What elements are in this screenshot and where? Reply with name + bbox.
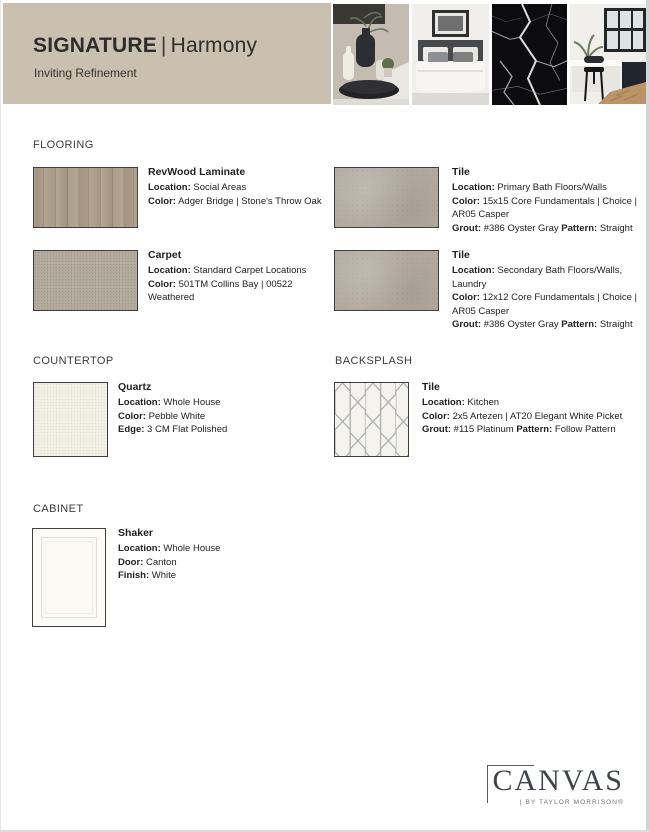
item-title: Tile [422,381,440,393]
item-title: Tile [452,249,470,261]
gray-tile-swatch [334,167,439,228]
logo-byline: | BY TAYLOR MORRISON® [519,799,624,806]
kitchen-bar-photo [570,4,646,104]
spec-item-tile-secondary-bath [334,250,637,332]
section-heading-cabinet: CABINET [33,503,84,515]
shaker-panel-inner [45,541,93,614]
canvas-logo [486,762,624,806]
logo-corner-bracket [487,765,534,803]
title-separator: | [160,34,167,57]
section-heading-countertop: COUNTERTOP [33,355,114,367]
spec-item-revwood-laminate [33,167,322,228]
item-specs: Location: Standard Carpet Locations Color: 501TM Collins Bay | 00522 Weathered [148,265,307,303]
page-title [33,34,257,58]
quartz-swatch [33,382,108,457]
brand-name: SIGNATURE [33,34,157,57]
item-specs: Location: Whole House Door: Canton Finish: White [118,543,221,581]
item-specs: Location: Whole House Color: Pebble White Edge: 3 CM Flat Polished [118,397,228,435]
spec-item-quartz [33,382,227,457]
bedroom-photo [412,4,489,105]
item-specs: Location: Social Areas Color: Adger Bridge | Stone's Throw Oak [148,182,322,207]
gray-tile-swatch [334,250,439,311]
page-edge-right [646,0,650,832]
section-heading-flooring: FLOORING [33,139,94,151]
decor-vignette-photo [333,4,409,105]
shaker-door-swatch [32,528,106,627]
spec-item-carpet [33,250,306,311]
wood-laminate-swatch [33,167,138,228]
collection-name: Harmony [170,34,258,57]
item-specs: Location: Secondary Bath Floors/Walls, Laundry Color: 12x12 Core Fundamentals | Choice | AR05 Casper Grout: #386 Oyster Gray Pattern: Straight [452,265,637,330]
shaker-panel [41,537,97,618]
tagline: Inviting Refinement [34,66,137,80]
header-banner [3,3,331,104]
item-title: Shaker [118,527,154,539]
spec-item-tile-primary-bath [334,167,637,235]
spec-item-shaker-cabinet [32,528,220,627]
logo-wordmark: CANVAS [492,764,624,797]
item-title: Carpet [148,249,182,261]
item-specs: Location: Primary Bath Floors/Walls Color: 15x15 Core Fundamentals | Choice | AR05 Casper Grout: #386 Oyster Gray Pattern: Straight [452,182,637,234]
item-title: Quartz [118,381,152,393]
item-title: Tile [452,166,470,178]
spec-item-backsplash-tile [334,382,622,457]
item-title: RevWood Laminate [148,166,246,178]
page-edge-left [0,0,1,832]
picket-tile-swatch [334,382,409,457]
section-heading-backsplash: BACKSPLASH [335,355,413,367]
black-marble-photo [492,4,567,105]
item-specs: Location: Kitchen Color: 2x5 Artezen | AT20 Elegant White Picket Grout: #115 Platinum Pattern: Follow Pattern [422,397,623,435]
carpet-swatch [33,250,138,311]
